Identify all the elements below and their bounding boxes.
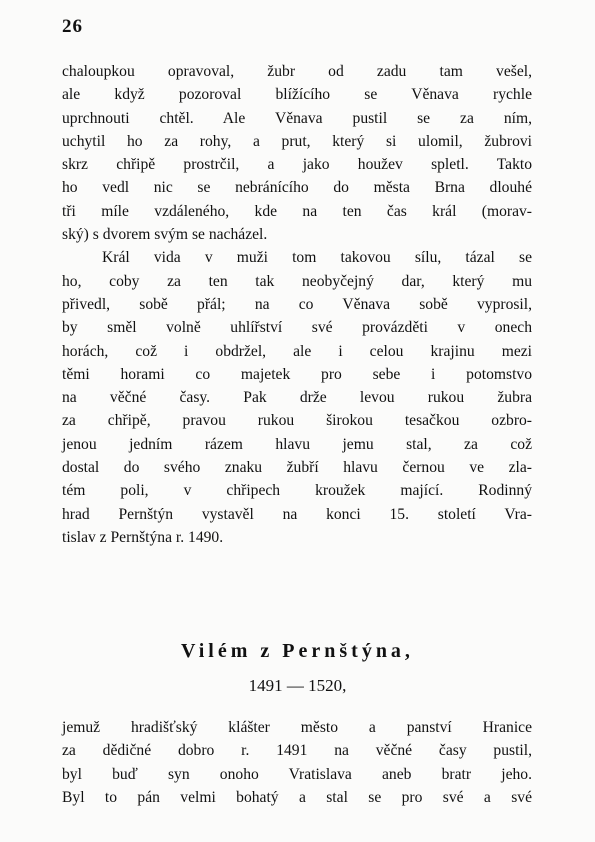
- text-line: za dědičné dobro r. 1491 na věčné časy pustil,: [62, 742, 532, 760]
- text-line: na věčné časy. Pak drže levou rukou žubra: [62, 389, 532, 407]
- text-line: za chřipě, pravou rukou širokou tesačkou ozbro-: [62, 412, 532, 430]
- text-line: horách, což i obdržel, ale i celou krajinu mezi: [62, 342, 532, 360]
- text-line: Byl to pán velmi bohatý a stal se pro své a své: [62, 788, 532, 806]
- text-line: ale když pozoroval blížícího se Věnava rychle: [62, 86, 532, 104]
- text-line: tři míle vzdáleného, kde na ten čas král (morav-: [62, 202, 532, 220]
- text-line: ho vedl nic se nebránícího do města Brna dlouhé: [62, 179, 532, 197]
- body-text: [62, 60, 532, 549]
- text-line: ho, coby za ten tak neobyčejný dar, který mu: [62, 272, 532, 290]
- section-dates: 1491 — 1520,: [248, 676, 347, 695]
- text-line: uprchnouti chtěl. Ale Věnava pustil se za ním,: [62, 109, 532, 127]
- text-line: skrz chřipě prostrčil, a jako houžev spletl. Takto: [62, 156, 532, 174]
- body-text: [62, 716, 532, 809]
- page-number: 26: [62, 16, 83, 37]
- section-heading: Vilém z Pernštýna,: [181, 640, 414, 662]
- text-line: Král vida v muži tom takovou sílu, tázal se: [102, 249, 532, 267]
- text-line: jemuž hradišťský klášter město a panství Hranice: [62, 719, 532, 736]
- text-line: byl buď syn onoho Vratislava aneb bratr jeho.: [62, 765, 532, 783]
- text-line: by směl volně uhlířství své provázděti v onech: [62, 319, 532, 337]
- text-line: chaloupkou opravoval, žubr od zadu tam vešel,: [62, 63, 532, 80]
- text-line: uchytil ho za rohy, a prut, který si ulomil, žubrovi: [62, 132, 532, 150]
- text-line: přivedl, sobě přál; na co Věnava sobě vyprosil,: [62, 295, 532, 313]
- text-line: ský) s dvorem svým se nacházel.: [62, 226, 268, 244]
- text-line: tém poli, v chřipech kroužek mající. Rodinný: [62, 482, 532, 500]
- text-line: jenou jedním rázem hlavu jemu stal, za což: [62, 435, 532, 453]
- text-line: dostal do svého znaku žubří hlavu černou ve zla-: [62, 459, 532, 477]
- text-line: těmi horami co majetek pro sebe i potomstvo: [62, 365, 532, 383]
- text-line: hrad Pernštýn vystavěl na konci 15. století Vra-: [62, 505, 532, 523]
- text-line: tislav z Pernštýna r. 1490.: [62, 528, 224, 546]
